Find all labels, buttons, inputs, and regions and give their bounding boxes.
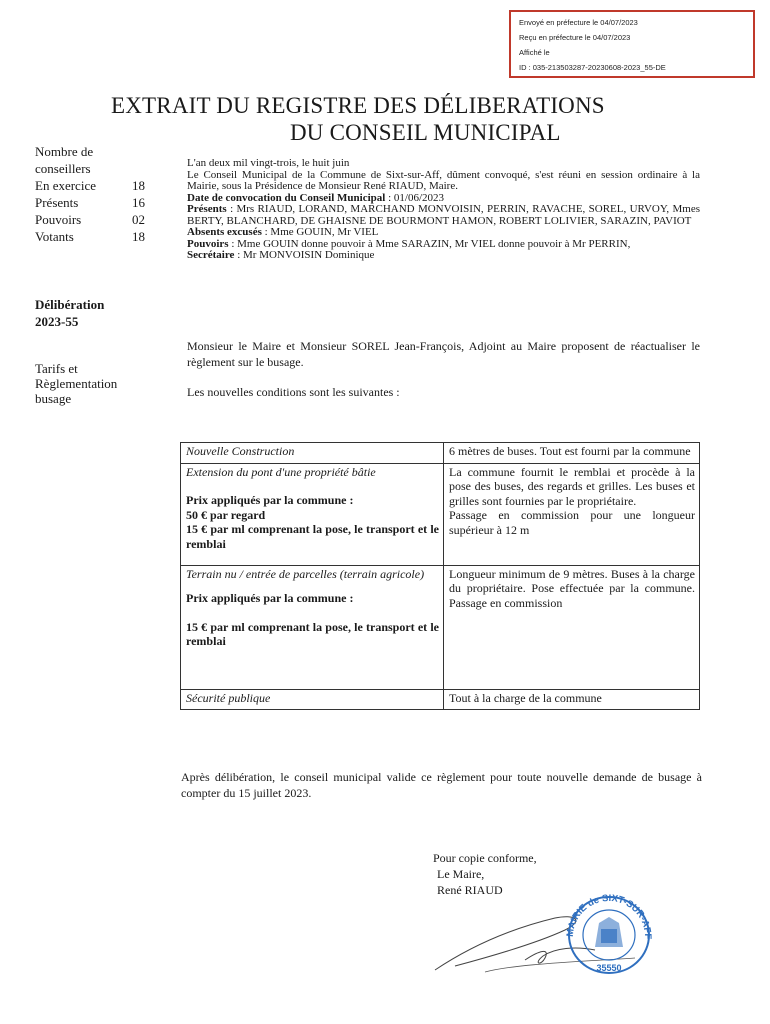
- secretaire-line: [187, 250, 700, 262]
- session-intro: Le Conseil Municipal de la Commune de Sixt-sur-Aff, dûment convoqué, s'est réuni en session ordinaire à la Mairie, sous la Présidence de Monsieur René RIAUD, Maire.: [187, 168, 700, 192]
- row-category: Terrain nu / entrée de parcelles (terrain agricole): [186, 566, 425, 581]
- councillors-heading-line-1: Nombre de: [35, 144, 94, 159]
- count-row-present: [35, 194, 145, 211]
- table-cell: Longueur minimum de 9 mètres. Buses à la charge du propriétaire. Pose effectuée par la commune. Passage en commission: [444, 565, 700, 689]
- presents-line: [187, 204, 700, 227]
- page-title-line-1: EXTRAIT DU REGISTRE DES DÉLIBERATIONS: [111, 93, 605, 118]
- table-cell: 6 mètres de buses. Tout est fourni par la commune: [444, 443, 700, 464]
- deliberation-subject: [35, 361, 117, 406]
- count-value: 18: [132, 178, 145, 193]
- proposal-paragraph: Monsieur le Maire et Monsieur SOREL Jean-François, Adjoint au Maire proposent de réactualiser le règlement sur le busage.: [187, 339, 700, 369]
- price-value: 15 € par ml comprenant la pose, le transport et le remblai: [186, 522, 439, 551]
- deliberation-label: Délibération: [35, 297, 105, 312]
- certified-copy-line: Pour copie conforme,: [433, 851, 537, 865]
- mayor-title: Le Maire,: [437, 867, 485, 881]
- secretaire-label: Secrétaire: [187, 249, 235, 261]
- subject-line-3: busage: [35, 391, 72, 406]
- row-conditions: Passage en commission pour une longueur supérieur à 12 m: [449, 508, 695, 537]
- table-row: [181, 565, 700, 689]
- stamp-received-line: Reçu en préfecture le 04/07/2023: [519, 33, 631, 42]
- table-cell: [181, 689, 444, 710]
- stamp-posted-line: Affiché le: [519, 48, 550, 57]
- table-row: [181, 689, 700, 710]
- secretaire-name: : Mr MONVOISIN Dominique: [234, 249, 375, 261]
- count-row-voters: [35, 228, 145, 245]
- page-title-line-2: DU CONSEIL MUNICIPAL: [290, 120, 561, 145]
- count-label: Présents: [35, 195, 79, 210]
- signature-block: [433, 850, 537, 898]
- price-label: Prix appliqués par la commune :: [186, 493, 354, 507]
- convocation-label: Date de convocation du Conseil Municipal: [187, 191, 386, 204]
- tariffs-table: [180, 442, 700, 710]
- row-category: Extension du pont d'une propriété bâtie: [186, 464, 376, 479]
- count-value: 16: [132, 195, 145, 210]
- absents-list: : Mme GOUIN, Mr VIEL: [261, 226, 379, 238]
- presents-list: : Mrs RIAUD, LORAND, MARCHAND MONVOISIN, PERRIN, RAVACHE, SOREL, URVOY, Mmes BERTY, BLANCHARD, DE GHAISNE DE BOURMONT HAMON, ROBERT LOLIVIER, SARAZIN, PAVIOT: [187, 203, 700, 227]
- table-cell: [181, 443, 444, 464]
- prefecture-stamp: [509, 10, 755, 78]
- municipal-seal: [553, 889, 663, 974]
- table-row: [181, 443, 700, 464]
- stamp-sent-line: Envoyé en préfecture le 04/07/2023: [519, 18, 638, 27]
- stamp-id-line: ID : 035-213503287-20230608-2023_55-DE: [519, 63, 666, 72]
- councillors-heading: [35, 143, 93, 177]
- price-label: Prix appliqués par la commune :: [186, 591, 354, 605]
- councillor-counts: [35, 177, 145, 245]
- price-value: 15 € par ml comprenant la pose, le transport et le remblai: [186, 619, 439, 648]
- table-cell: [181, 463, 444, 565]
- row-category: Nouvelle Construction: [186, 444, 295, 458]
- table-cell: [444, 463, 700, 565]
- count-label: Votants: [35, 229, 74, 244]
- count-row-in-office: [35, 177, 145, 194]
- pouvoirs-label: Pouvoirs: [187, 237, 229, 250]
- subject-line-2: Règlementation: [35, 376, 118, 391]
- count-label: Pouvoirs: [35, 212, 82, 227]
- table-row: [181, 463, 700, 565]
- absents-label: Absents excusés: [187, 226, 262, 238]
- seal-text: MAIRIE de SIXT-SUR-AFF: [564, 892, 654, 940]
- table-cell: [181, 565, 444, 689]
- count-label: En exercice: [35, 178, 96, 193]
- price-value: 50 € par regard: [186, 507, 266, 522]
- session-header: [187, 158, 700, 262]
- deliberation-reference: [35, 296, 104, 330]
- row-conditions: La commune fournit le remblai et procède à la pose des buses, des regards et grilles. Les buses et grilles sont fournies par le propriétaire.: [449, 464, 695, 508]
- mayor-name: René RIAUD: [437, 883, 503, 897]
- convocation-date: : 01/06/2023: [385, 191, 444, 204]
- seal-postcode: 35550: [596, 963, 622, 973]
- count-value: 02: [132, 212, 145, 227]
- conclusion-paragraph: Après délibération, le conseil municipal valide ce règlement pour toute nouvelle demande de busage à compter du 15 juillet 2023.: [181, 770, 702, 800]
- count-value: 18: [132, 229, 145, 244]
- deliberation-number: 2023-55: [35, 314, 79, 329]
- presents-label: Présents: [187, 203, 227, 215]
- pouvoirs-list: : Mme GOUIN donne pouvoir à Mme SARAZIN, Mr VIEL donne pouvoir à Mr PERRIN,: [228, 237, 631, 250]
- session-date: L'an deux mil vingt-trois, le huit juin: [187, 157, 350, 169]
- conditions-intro: Les nouvelles conditions sont les suivantes :: [187, 385, 400, 399]
- subject-line-1: Tarifs et: [35, 361, 78, 376]
- count-row-proxies: [35, 211, 145, 228]
- councillors-heading-line-2: conseillers: [35, 161, 91, 176]
- row-category: Sécurité publique: [186, 690, 271, 705]
- table-cell: Tout à la charge de la commune: [444, 689, 700, 710]
